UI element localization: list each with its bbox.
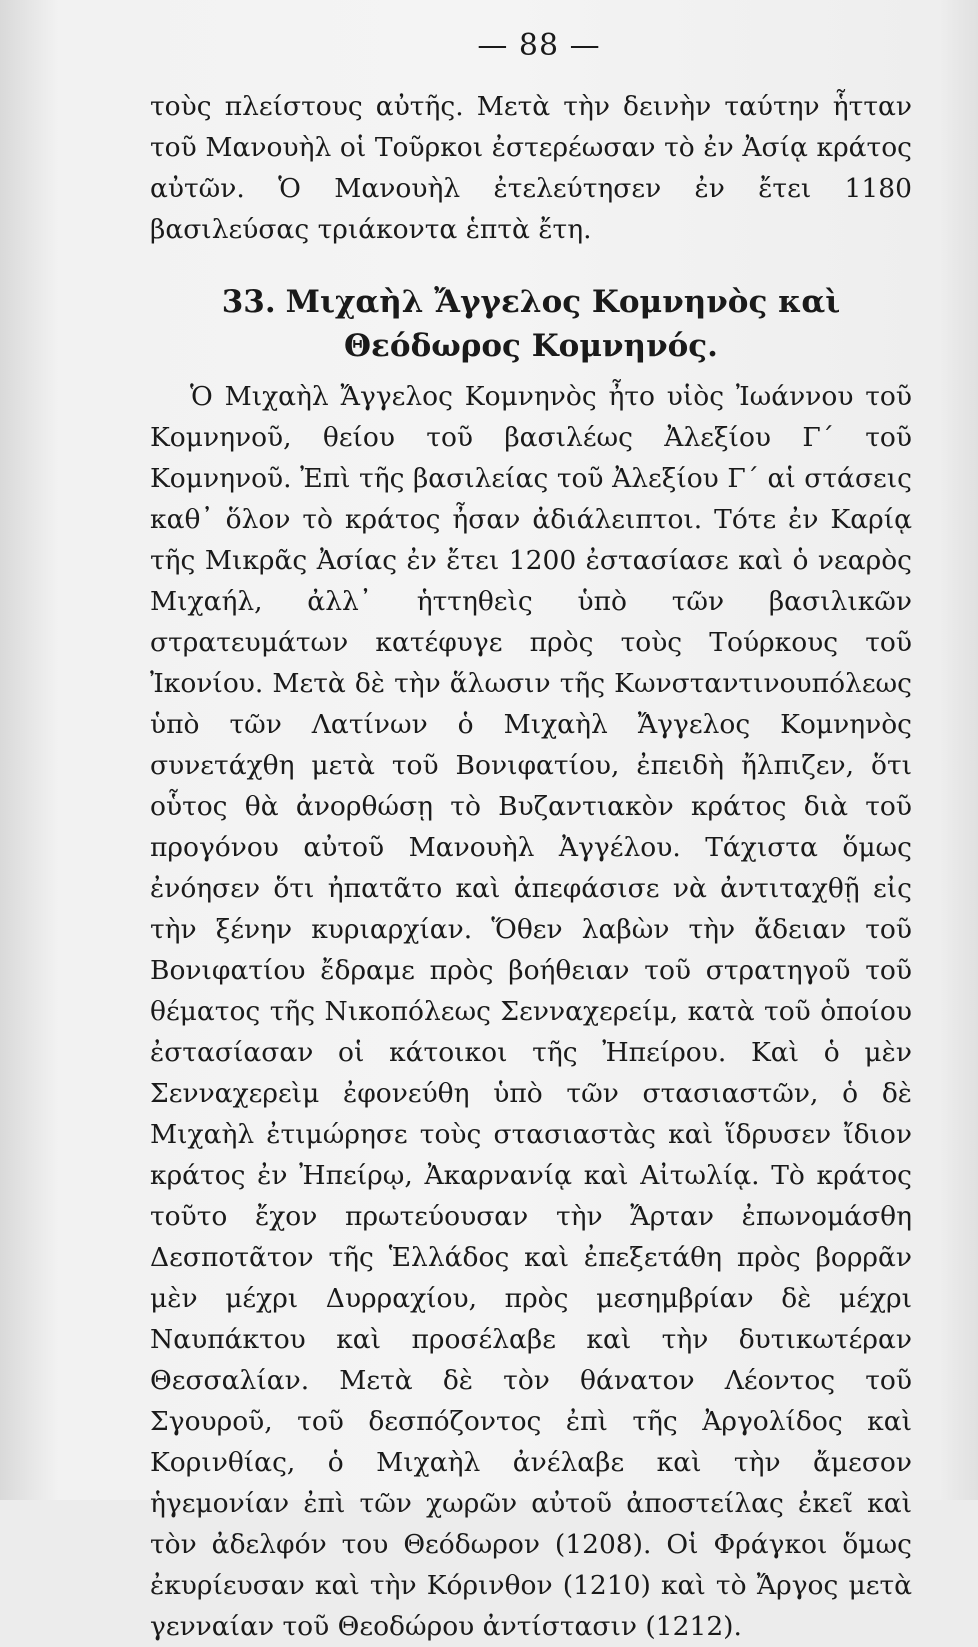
section-heading-line-1 xyxy=(150,280,912,324)
body-paragraph: Ὁ Μιχαὴλ Ἄγγελος Κομνηνὸς ἦτο υἱὸς Ἰωάννου τοῦ Κομνηνοῦ, θείου τοῦ βασιλέως Ἀλεξίου Γ΄ τοῦ Κομνηνοῦ. Ἐπὶ τῆς βασιλείας τοῦ Ἀλεξίου Γ΄ αἱ στάσεις καθ᾿ ὅλον τὸ κράτος ἦσαν ἀδιάλειπτοι. Τότε ἐν Καρίᾳ τῆς Μικρᾶς Ἀσίας ἐν ἔτει 1200 ἐστασίασε καὶ ὁ νεαρὸς Μιχαήλ, ἀλλ᾿ ἡττηθεὶς ὑπὸ τῶν βασιλικῶν στρατευμάτων κατέφυγε πρὸς τοὺς Τούρκους τοῦ Ἰκονίου. Μετὰ δὲ τὴν ἅλωσιν τῆς Κωνσταντινουπόλεως ὑπὸ τῶν Λατίνων ὁ Μιχαὴλ Ἄγγελος Κομνηνὸς συνετάχθη μετὰ τοῦ Βονιφατίου, ἐπειδὴ ἤλπιζεν, ὅτι οὗτος θὰ ἀνορθώσῃ τὸ Βυζαντιακὸν κράτος διὰ τοῦ προγόνου αὐτοῦ Μανουὴλ Ἀγγέλου. Τάχιστα ὅμως ἐνόησεν ὅτι ἠπατᾶτο καὶ ἀπεφάσισε νὰ ἀντιταχθῇ εἰς τὴν ξένην κυριαρχίαν. Ὅθεν λαβὼν τὴν ἄδειαν τοῦ Βονιφατίου ἔδραμε πρὸς βοήθειαν τοῦ στρατηγοῦ τοῦ θέματος τῆς Νικοπόλεως Σενναχερείμ, κατὰ τοῦ ὁποίου ἐστασίασαν οἱ κάτοικοι τῆς Ἠπείρου. Καὶ ὁ μὲν Σενναχερεὶμ ἐφονεύθη ὑπὸ τῶν στασιαστῶν, ὁ δὲ Μιχαὴλ ἐτιμώρησε τοὺς στασιαστὰς καὶ ἵδρυσεν ἴδιον κράτος ἐν Ἠπείρῳ, Ἀκαρνανίᾳ καὶ Αἰτωλίᾳ. Τὸ κράτος τοῦτο ἔχον πρωτεύουσαν τὴν Ἄρταν ἐπωνομάσθη Δεσποτᾶτον τῆς Ἑλλάδος καὶ ἐπεξετάθη πρὸς βορρᾶν μὲν μέχρι Δυρραχίου, πρὸς μεσημβρίαν δὲ μέχρι Ναυπάκτου καὶ προσέλαβε καὶ τὴν δυτικωτέραν Θεσσαλίαν. Μετὰ δὲ τὸν θάνατον Λέοντος τοῦ Σγουροῦ, τοῦ δεσπόζοντος ἐπὶ τῆς Ἀργολίδος καὶ Κορινθίας, ὁ Μιχαὴλ ἀνέλαβε καὶ τὴν ἄμεσον ἡγεμονίαν ἐπὶ τῶν χωρῶν αὐτοῦ ἀποστείλας ἐκεῖ καὶ τὸν ἀδελφόν του Θεόδωρον (1208). Οἱ Φράγκοι ὅμως ἐκυρίευσαν καὶ τὴν Κόρινθον (1210) καὶ τὸ Ἄργος μετὰ γενναίαν τοῦ Θεοδώρου ἀντίστασιν (1212). xyxy=(150,381,912,1642)
page-number: — 88 — xyxy=(477,28,601,63)
page-content xyxy=(150,86,912,1647)
intro-paragraph: τοὺς πλείστους αὐτῆς. Μετὰ τὴν δεινὴν ταύτην ἧτταν τοῦ Μανουὴλ οἱ Τοῦρκοι ἐστερέωσαν τὸ ἐν Ἀσίᾳ κράτος αὐτῶν. Ὁ Μανουὴλ ἐτελεύτησεν ἐν ἔτει 1180 βασιλεύσας τριάκοντα ἑπτὰ ἔτη. xyxy=(150,91,912,245)
section-heading xyxy=(150,280,912,368)
section-title-line-1: Μιχαὴλ Ἄγγελος Κομνηνὸς καὶ xyxy=(285,284,841,320)
section-number: 33. xyxy=(221,284,276,320)
section-title-line-2: Θεόδωρος Κομνηνός. xyxy=(344,328,718,364)
